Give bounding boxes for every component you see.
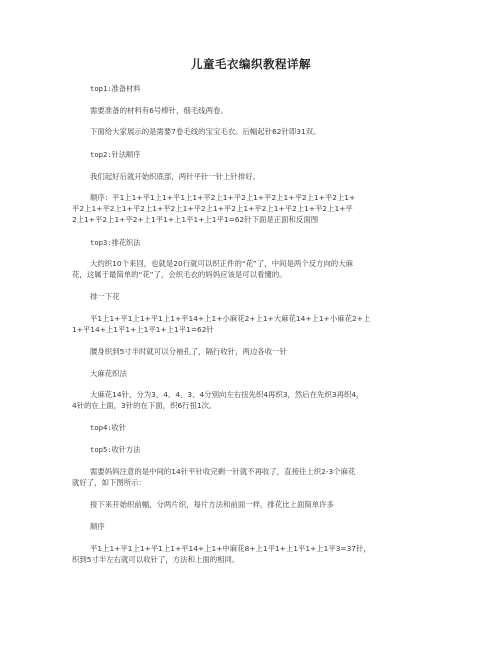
paragraph-line: 需要妈妈注意的是中间的14针平针收完剩一针就不再收了，直接往上织2-3个麻花	[90, 467, 356, 476]
paragraph-line: 需要准备的材料有6号棒针，细毛线两卷。	[90, 106, 228, 115]
paragraph-line: 腰身织到5寸半时就可以分袖孔了，隔行收针，两边各收一针	[90, 347, 287, 356]
paragraph-line: 4针的在上面，3针的在下面，织6行扭1次。	[72, 401, 217, 410]
paragraph-line: 我们起好后就开始织底部，两针平针一针上针排好。	[90, 172, 260, 181]
paragraph-line: 顺序	[90, 522, 105, 531]
section-heading-binding-method: top5:收针方法	[90, 445, 141, 454]
paragraph-line: 大麻花织法	[90, 369, 127, 378]
paragraph-line: 2上1+平2上1+平2+上1平1+上1平1+上1平1=62针下面是正面和反面图	[72, 215, 319, 224]
section-heading-materials: top1:准备材料	[90, 84, 141, 93]
section-heading-pattern: top3:排花织法	[90, 238, 141, 247]
paragraph-line: 平1上1+平1上1+平1上1+平14+上1+中麻花8+上1平1+上1平1+上1平3=37针，	[90, 544, 371, 553]
paragraph-line: 排一下花	[90, 292, 120, 301]
section-heading-stitch-order: top2:针法顺序	[90, 150, 141, 159]
document-title: 儿童毛衣编织教程详解	[191, 57, 311, 71]
section-heading-binding: top4:收针	[90, 423, 127, 432]
paragraph-line: 顺序：平1上1+平1上1+平1上1+平2上1+平2上1+平2上1+平2上1+平2上1+	[90, 193, 356, 202]
paragraph-line: 织到5寸半左右就可以收针了，方法和上面的相同。	[72, 555, 240, 564]
paragraph-line: 接下来开始织前幅，分两片织，每片方法和前面一样，排花比上面简单许多	[90, 500, 334, 509]
paragraph-line: 大麻花14针，分为3、4、4、3、4分别向左右扭先织4再织3，然后在先织3再织4，	[90, 390, 364, 399]
paragraph-line: 大约织10个来回，也就是20行就可以织正件的“花”了，中间是两个反方向的大麻	[90, 259, 353, 268]
paragraph-line: 平2上1+平2上1+平2上1+平2上1+平2上1+平2上1+平2上1+平2上1+平2上1+平	[72, 204, 353, 213]
paragraph-line: 花，这属于最简单的“花”了，会织毛衣的妈妈应该是可以看懂的。	[72, 270, 287, 279]
paragraph-line: 下面给大家展示的是需要7卷毛线的宝宝毛衣。后幅起针62针即31双。	[90, 127, 321, 136]
paragraph-line: 平1上1+平1上1+平1上1+平14+上1+小麻花2+上1+大麻花14+上1+小麻花2+上	[90, 314, 371, 323]
paragraph-line: 就好了，如下图所示：	[72, 478, 146, 487]
paragraph-line: 1+平14+上1平1+上1平1+上1平1=62针	[72, 325, 214, 334]
